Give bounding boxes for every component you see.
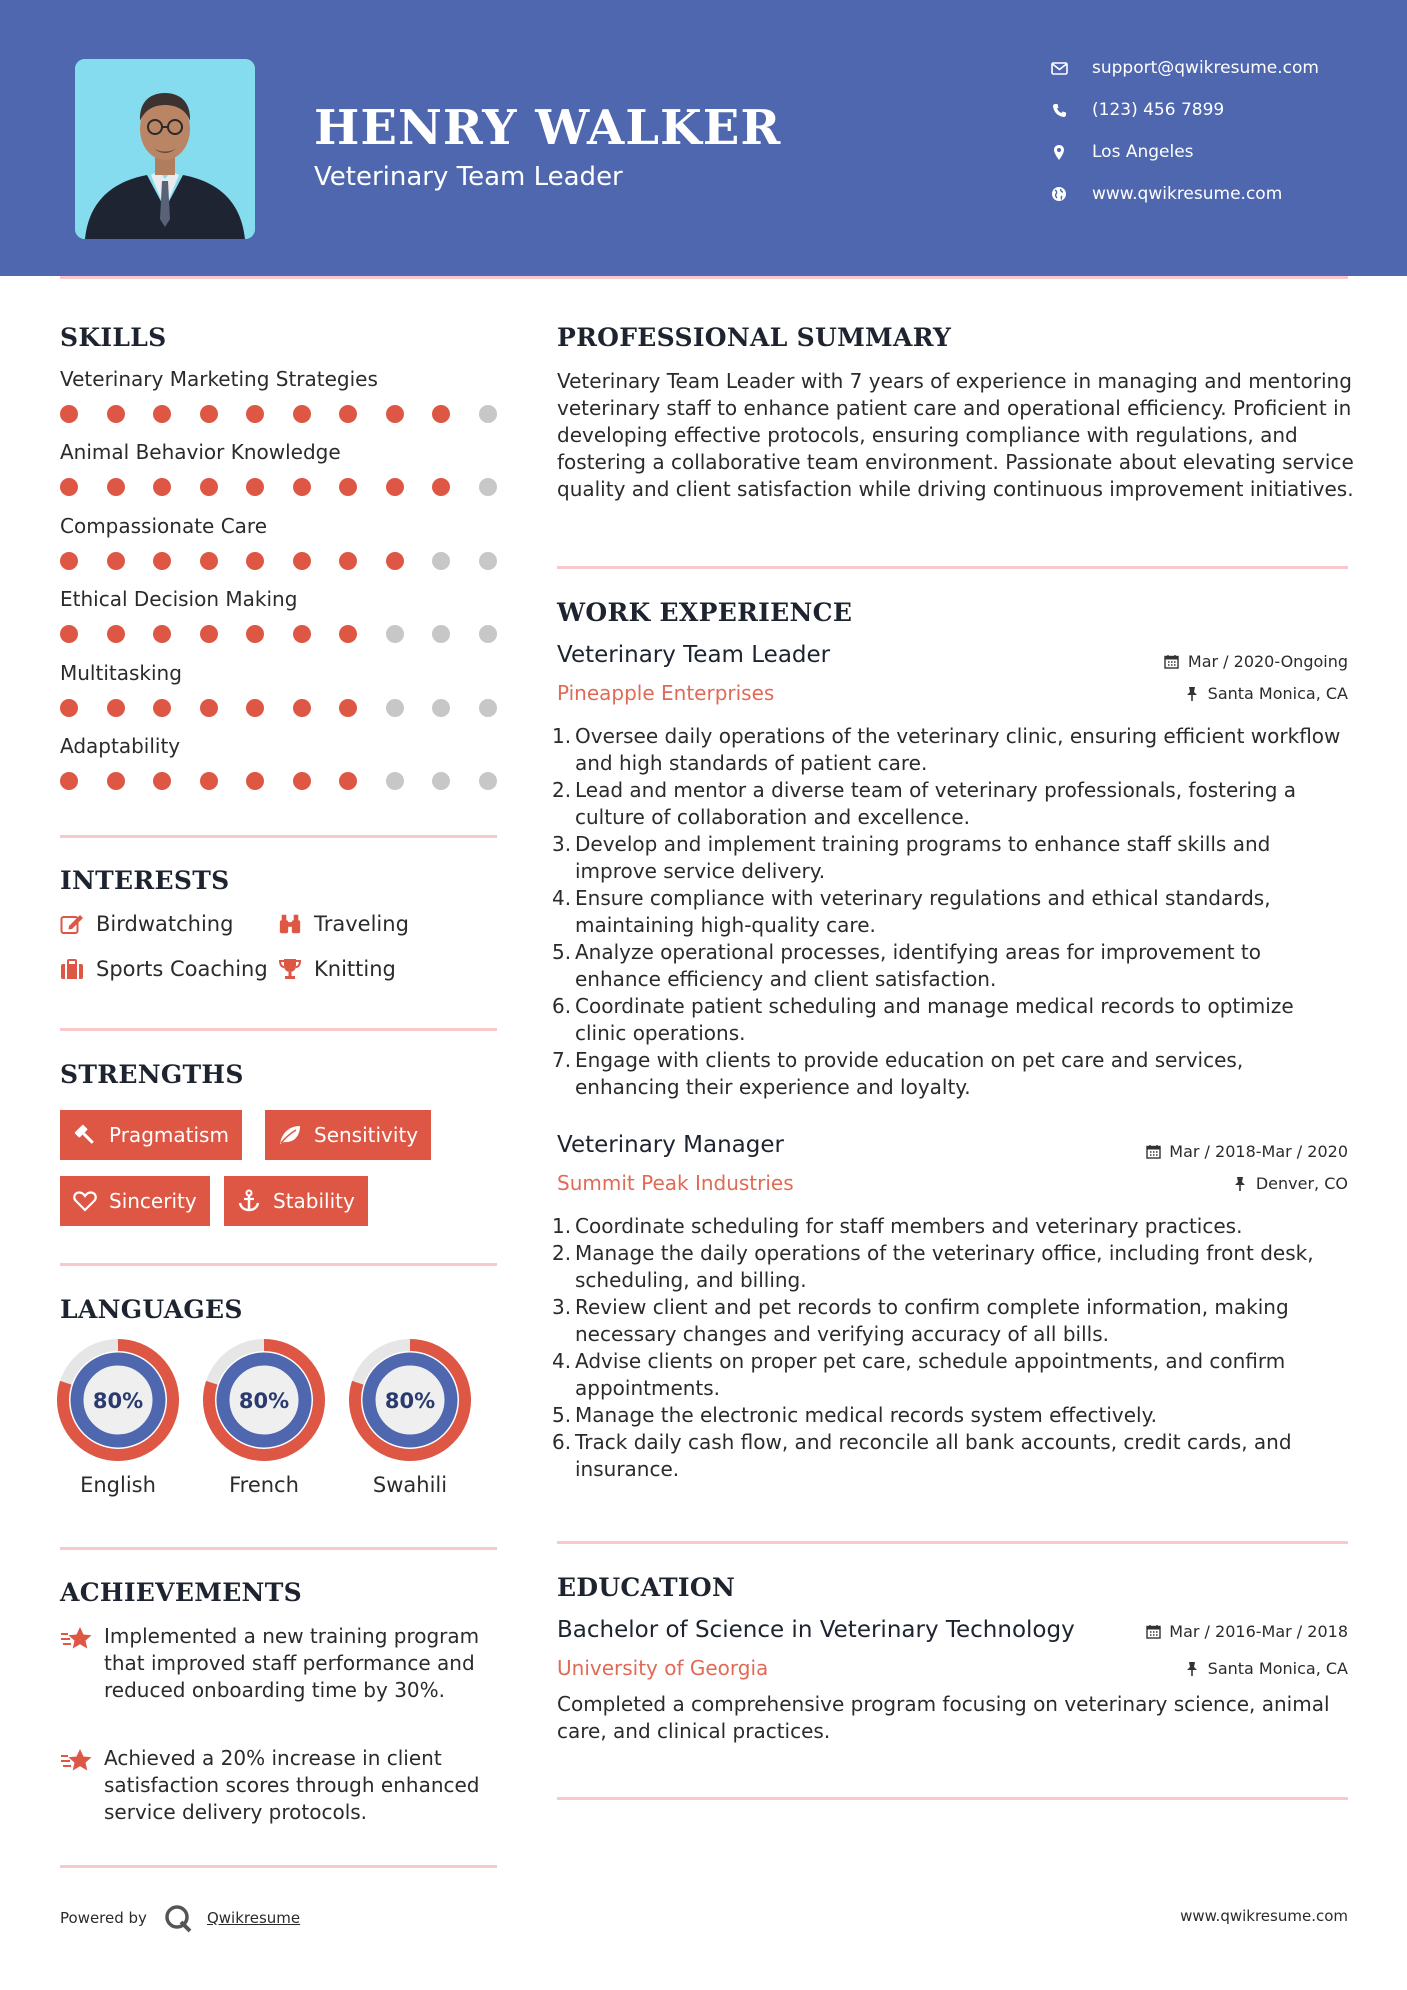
duty-number: 6. [552,1430,572,1454]
rating-dot-filled [339,772,357,790]
strengths-divider [60,1263,497,1266]
job-duties-list [552,1213,1347,1483]
languages-heading: LANGUAGES [60,1295,243,1324]
education-heading: EDUCATION [557,1573,736,1602]
rating-dot-filled [293,552,311,570]
job-date [1164,652,1348,671]
language-donut [349,1339,471,1461]
education-degree: Bachelor of Science in Veterinary Technology [557,1617,1075,1643]
star-icon [60,1745,96,1826]
strength-tag-pragmatism [60,1110,242,1160]
duty-item [552,939,1347,993]
rating-dot-filled [60,625,78,643]
rating-dot-empty [432,772,450,790]
duty-item [552,777,1347,831]
contact-website[interactable] [1048,184,1388,204]
education-date-text: Mar / 2016-Mar / 2018 [1169,1622,1348,1641]
education-location [1184,1659,1348,1678]
duty-text: Coordinate patient scheduling and manage medical records to optimize clinic operations. [575,994,1294,1045]
rating-dot-filled [107,478,125,496]
rating-dot-empty [479,405,497,423]
experience-divider [557,1541,1348,1544]
language-donut [203,1339,325,1461]
strength-label: Pragmatism [109,1123,229,1147]
interest-knitting [278,957,396,981]
rating-dot-filled [339,625,357,643]
skill-name: Multitasking [60,660,182,685]
rating-dot-filled [339,552,357,570]
duty-item [552,1047,1347,1101]
duty-text: Lead and mentor a diverse team of veterinary professionals, fostering a culture of collaboration and excellence. [575,778,1297,829]
interests-heading: INTERESTS [60,866,230,895]
calendar-icon [1164,654,1180,670]
contact-location [1048,142,1388,162]
pushpin-icon [1232,1176,1248,1192]
brand-link[interactable]: Qwikresume [206,1909,301,1927]
achievements-divider [60,1865,497,1868]
skill-rating [60,772,525,790]
job-location [1232,1174,1348,1193]
skills-divider [60,835,497,838]
rating-dot-filled [293,699,311,717]
education-divider [557,1797,1348,1800]
duty-item [552,1348,1347,1402]
binoculars-icon [278,912,302,936]
job-company: Pineapple Enterprises [557,681,775,705]
rating-dot-filled [153,699,171,717]
achievement-text: Implemented a new training program that improved staff performance and reduced onboarding time by 30%. [104,1624,480,1702]
education-date [1145,1622,1348,1641]
summary-divider [557,566,1348,569]
contact-location-text: Los Angeles [1092,142,1194,162]
duty-item [552,1294,1347,1348]
calendar-icon [1145,1144,1161,1160]
duty-item [552,993,1347,1047]
map-pin-icon [1048,143,1070,161]
duty-number: 4. [552,1349,572,1373]
language-percent: 80% [384,1389,436,1413]
interest-label: Knitting [314,957,396,981]
rating-dot-empty [479,772,497,790]
strength-label: Sincerity [109,1189,197,1213]
rating-dot-empty [386,699,404,717]
rating-dot-filled [200,478,218,496]
duty-item [552,1240,1347,1294]
rating-dot-empty [386,772,404,790]
rating-dot-empty [432,699,450,717]
skill-rating [60,552,525,570]
rating-dot-filled [107,699,125,717]
rating-dot-filled [293,772,311,790]
rating-dot-filled [200,772,218,790]
duty-text: Analyze operational processes, identifying areas for improvement to enhance efficiency and client satisfaction. [575,940,1261,991]
pushpin-icon [1184,686,1200,702]
strength-label: Stability [273,1189,355,1213]
rating-dot-filled [153,478,171,496]
rating-dot-filled [107,772,125,790]
skill-rating [60,405,525,423]
rating-dot-empty [479,478,497,496]
duty-number: 1. [552,724,572,748]
candidate-role: Veterinary Team Leader [314,162,623,192]
trophy-icon [278,957,302,981]
duty-number: 7. [552,1048,572,1072]
rating-dot-filled [386,405,404,423]
language-name: English [80,1473,156,1497]
footer-powered-by [60,1903,300,1933]
language-item [56,1339,180,1497]
duty-number: 1. [552,1214,572,1238]
rating-dot-filled [246,552,264,570]
skill-rating [60,625,525,643]
duty-item [552,1402,1347,1429]
skill-name: Ethical Decision Making [60,587,298,612]
duty-number: 5. [552,940,572,964]
duty-number: 5. [552,1403,572,1427]
rating-dot-filled [153,552,171,570]
envelope-icon [1048,59,1070,77]
skill-name: Veterinary Marketing Strategies [60,367,378,391]
duty-item [552,1213,1347,1240]
language-percent: 80% [92,1389,144,1413]
duty-number: 4. [552,886,572,910]
skills-heading: SKILLS [60,323,167,352]
interest-traveling [278,912,409,936]
language-item [348,1339,472,1497]
rating-dot-filled [293,405,311,423]
rating-dot-filled [246,405,264,423]
job-title: Veterinary Team Leader [557,642,831,668]
job-company: Summit Peak Industries [557,1171,794,1195]
interest-label: Birdwatching [96,912,234,936]
powered-by-text: Powered by [60,1909,147,1927]
rating-dot-filled [153,405,171,423]
interest-label: Sports Coaching [96,957,268,981]
star-icon [60,1623,96,1704]
briefcase-icon [60,957,84,981]
rating-dot-filled [153,625,171,643]
rating-dot-filled [246,478,264,496]
duty-item [552,723,1347,777]
profile-photo [75,59,255,239]
duty-text: Engage with clients to provide education on pet care and services, enhancing their experience and loyalty. [575,1048,1244,1099]
rating-dot-filled [293,625,311,643]
achievements-heading: ACHIEVEMENTS [60,1578,302,1607]
duty-item [552,831,1347,885]
rating-dot-filled [200,625,218,643]
rating-dot-filled [60,552,78,570]
language-percent: 80% [238,1389,290,1413]
rating-dot-filled [107,405,125,423]
contact-website-text: www.qwikresume.com [1092,184,1283,204]
candidate-name: HENRY WALKER [314,100,782,156]
header-divider [60,276,1348,279]
strengths-heading: STRENGTHS [60,1060,244,1089]
rating-dot-filled [246,699,264,717]
calendar-icon [1145,1624,1161,1640]
contact-email[interactable] [1048,58,1388,78]
language-name: French [229,1473,299,1497]
interest-birdwatching [60,912,233,936]
duty-text: Develop and implement training programs to enhance staff skills and improve service delivery. [575,832,1271,883]
duty-text: Manage the electronic medical records system effectively. [575,1403,1157,1427]
achievement-item [60,1745,500,1826]
job-duties-list [552,723,1347,1101]
job-date-text: Mar / 2018-Mar / 2020 [1169,1142,1348,1161]
rating-dot-empty [479,699,497,717]
interest-label: Traveling [314,912,409,936]
duty-text: Manage the daily operations of the veterinary office, including front desk, scheduling, and billing. [575,1241,1314,1292]
duty-text: Advise clients on proper pet care, schedule appointments, and confirm appointments. [575,1349,1286,1400]
duty-text: Track daily cash flow, and reconcile all bank accounts, credit cards, and insurance. [575,1430,1292,1481]
rating-dot-filled [339,699,357,717]
rating-dot-filled [60,772,78,790]
rating-dot-filled [200,552,218,570]
job-location [1184,684,1348,703]
pencil-square-icon [60,912,84,936]
footer-website[interactable]: www.qwikresume.com [1180,1907,1348,1925]
job-title: Veterinary Manager [557,1132,784,1158]
pushpin-icon [1184,1661,1200,1677]
skill-name: Compassionate Care [60,513,268,538]
job-location-text: Santa Monica, CA [1207,684,1348,703]
skill-name: Adaptability [60,734,181,758]
language-item [202,1339,326,1497]
education-description: Completed a comprehensive program focusing on veterinary science, animal care, and clinical practices. [557,1692,1330,1743]
job-date-text: Mar / 2020-Ongoing [1187,652,1348,671]
experience-heading: WORK EXPERIENCE [557,598,853,627]
rating-dot-filled [339,478,357,496]
duty-text: Coordinate scheduling for staff members and veterinary practices. [575,1214,1243,1238]
rating-dot-filled [293,478,311,496]
duty-text: Oversee daily operations of the veterinary clinic, ensuring efficient workflow and high standards of patient care. [575,724,1341,775]
rating-dot-filled [200,405,218,423]
rating-dot-empty [479,552,497,570]
rating-dot-filled [60,699,78,717]
interests-divider [60,1028,497,1031]
duty-number: 2. [552,1241,572,1265]
duty-item [552,1429,1347,1483]
rating-dot-empty [432,552,450,570]
duty-text: Review client and pet records to confirm complete information, making necessary changes and verifying accuracy of all bills. [575,1295,1289,1346]
contact-email-text: support@qwikresume.com [1092,58,1319,78]
skill-name: Animal Behavior Knowledge [60,440,341,465]
education-school: University of Georgia [557,1656,769,1680]
duty-number: 3. [552,832,572,856]
rating-dot-filled [60,405,78,423]
summary-text: Veterinary Team Leader with 7 years of experience in managing and mentoring veterinary staff to enhance patient care and operational efficiency. Proficient in developing effective protocols, ensuring compliance with regulations, and fostering a collaborative team environment. Passionate about elevating service quality and client satisfaction while driving continuous improvement initiatives. [557,369,1354,501]
duty-number: 2. [552,778,572,802]
rating-dot-filled [339,405,357,423]
rating-dot-filled [200,699,218,717]
rating-dot-filled [432,405,450,423]
strength-label: Sensitivity [314,1123,419,1147]
globe-icon [1048,185,1070,203]
language-donut [57,1339,179,1461]
duty-number: 3. [552,1295,572,1319]
contact-phone-text: (123) 456 7899 [1092,100,1225,120]
anchor-icon [237,1189,261,1213]
rating-dot-filled [246,772,264,790]
skill-rating [60,478,525,496]
rating-dot-filled [432,478,450,496]
rating-dot-filled [107,552,125,570]
rating-dot-filled [153,772,171,790]
phone-icon [1048,101,1070,119]
languages-divider [60,1547,497,1550]
interest-sports-coaching [60,957,268,981]
achievement-text: Achieved a 20% increase in client satisfaction scores through enhanced service delivery protocols. [104,1746,480,1824]
rating-dot-filled [60,478,78,496]
qwikresume-logo-icon [163,1903,193,1933]
rating-dot-filled [386,552,404,570]
education-location-text: Santa Monica, CA [1207,1659,1348,1678]
leaf-icon [278,1123,302,1147]
rating-dot-filled [246,625,264,643]
job-date [1145,1142,1348,1161]
strength-tag-sensitivity [265,1110,431,1160]
job-location-text: Denver, CO [1255,1174,1348,1193]
resume-header [0,0,1407,276]
duty-number: 6. [552,994,572,1018]
summary-heading: PROFESSIONAL SUMMARY [557,323,952,352]
contact-phone[interactable] [1048,100,1388,120]
achievement-item [60,1623,500,1704]
language-name: Swahili [372,1473,448,1497]
rating-dot-empty [386,625,404,643]
duty-item [552,885,1347,939]
skill-rating [60,699,525,717]
rating-dot-empty [432,625,450,643]
strength-tag-sincerity [60,1176,210,1226]
heart-icon [73,1189,97,1213]
gavel-icon [73,1123,97,1147]
rating-dot-filled [107,625,125,643]
duty-text: Ensure compliance with veterinary regulations and ethical standards, maintaining high-quality care. [575,886,1271,937]
rating-dot-empty [479,625,497,643]
rating-dot-filled [386,478,404,496]
strength-tag-stability [224,1176,368,1226]
